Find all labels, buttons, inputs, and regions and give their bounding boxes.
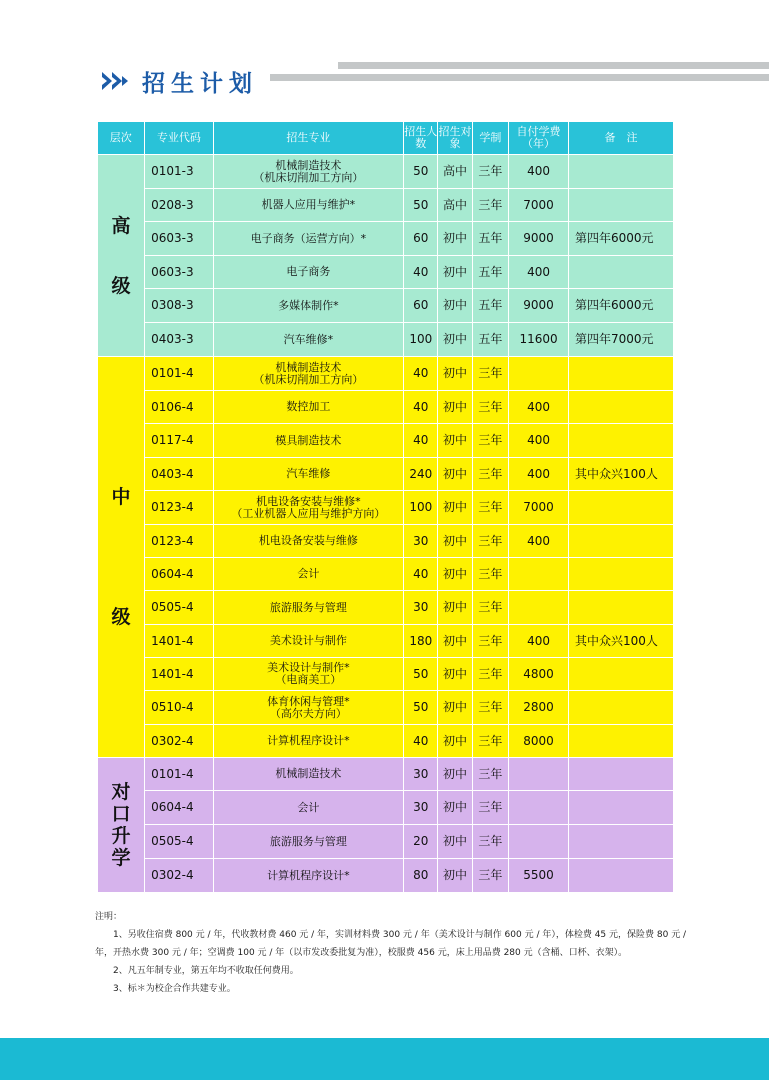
fee-cell xyxy=(509,357,569,391)
fee-cell xyxy=(509,558,569,591)
fee-cell xyxy=(509,591,569,625)
count-cell: 50 xyxy=(404,189,438,222)
major-cell: 机电设备安装与维修* （工业机器人应用与维护方向） xyxy=(213,491,404,525)
major-cell: 旅游服务与管理 xyxy=(213,825,404,859)
count-cell: 240 xyxy=(404,458,438,491)
target-cell: 初中 xyxy=(438,859,472,893)
fee-cell: 8000 xyxy=(509,725,569,758)
note-cell xyxy=(569,725,674,758)
fee-cell: 400 xyxy=(509,525,569,558)
major-cell: 机械制造技术 （机床切削加工方向） xyxy=(213,357,404,391)
table-row xyxy=(98,155,674,189)
major-cell: 旅游服务与管理 xyxy=(213,591,404,625)
header-note: 备 注 xyxy=(569,122,674,155)
years-cell: 三年 xyxy=(472,391,508,424)
note-cell xyxy=(569,424,674,458)
table-row xyxy=(98,222,674,256)
table-row xyxy=(98,357,674,391)
header-years: 学制 xyxy=(472,122,508,155)
fee-cell xyxy=(509,825,569,859)
code-cell: 0302-4 xyxy=(145,859,214,893)
count-cell: 40 xyxy=(404,357,438,391)
major-cell: 机械制造技术 （机床切削加工方向） xyxy=(213,155,404,189)
code-cell: 0123-4 xyxy=(145,491,214,525)
years-cell: 三年 xyxy=(472,625,508,658)
enrollment-plan-table xyxy=(97,122,674,893)
note-cell xyxy=(569,558,674,591)
years-cell: 三年 xyxy=(472,491,508,525)
major-cell: 计算机程序设计* xyxy=(213,859,404,893)
table-row xyxy=(98,791,674,825)
count-cell: 40 xyxy=(404,424,438,458)
level-cell: 高级 xyxy=(98,155,145,357)
code-cell: 0101-4 xyxy=(145,357,214,391)
major-cell: 机器人应用与维护* xyxy=(213,189,404,222)
level-cell: 中级 xyxy=(98,357,145,758)
table-row xyxy=(98,725,674,758)
table-row xyxy=(98,859,674,893)
fee-cell: 2800 xyxy=(509,691,569,725)
table-row xyxy=(98,189,674,222)
count-cell: 60 xyxy=(404,289,438,323)
count-cell: 80 xyxy=(404,859,438,893)
years-cell: 三年 xyxy=(472,859,508,893)
years-cell: 三年 xyxy=(472,525,508,558)
note-cell xyxy=(569,691,674,725)
major-cell: 会计 xyxy=(213,791,404,825)
fee-cell: 7000 xyxy=(509,189,569,222)
code-cell: 0106-4 xyxy=(145,391,214,424)
table-body xyxy=(98,155,674,893)
code-cell: 0117-4 xyxy=(145,424,214,458)
note-cell xyxy=(569,791,674,825)
table-row xyxy=(98,825,674,859)
table-row xyxy=(98,391,674,424)
code-cell: 0510-4 xyxy=(145,691,214,725)
years-cell: 三年 xyxy=(472,758,508,791)
table-row xyxy=(98,691,674,725)
years-cell: 三年 xyxy=(472,357,508,391)
page-heading xyxy=(100,64,258,98)
count-cell: 40 xyxy=(404,558,438,591)
fee-cell: 7000 xyxy=(509,491,569,525)
code-cell: 1401-4 xyxy=(145,625,214,658)
target-cell: 初中 xyxy=(438,691,472,725)
header-count: 招生人数 xyxy=(404,122,438,155)
code-cell: 0403-4 xyxy=(145,458,214,491)
table-header-row xyxy=(98,122,674,155)
notes-section xyxy=(95,908,691,998)
fee-cell: 400 xyxy=(509,256,569,289)
target-cell: 初中 xyxy=(438,391,472,424)
note-cell: 其中众兴100人 xyxy=(569,625,674,658)
major-cell: 机电设备安装与维修 xyxy=(213,525,404,558)
count-cell: 50 xyxy=(404,658,438,691)
major-cell: 多媒体制作* xyxy=(213,289,404,323)
years-cell: 三年 xyxy=(472,725,508,758)
bottom-band xyxy=(0,1038,769,1080)
fee-cell: 11600 xyxy=(509,323,569,357)
note-cell xyxy=(569,758,674,791)
years-cell: 三年 xyxy=(472,825,508,859)
note-cell xyxy=(569,491,674,525)
code-cell: 0403-3 xyxy=(145,323,214,357)
code-cell: 0308-3 xyxy=(145,289,214,323)
years-cell: 三年 xyxy=(472,558,508,591)
page-title: 招生计划 xyxy=(142,70,258,97)
count-cell: 30 xyxy=(404,525,438,558)
code-cell: 0101-3 xyxy=(145,155,214,189)
target-cell: 初中 xyxy=(438,725,472,758)
fee-cell: 400 xyxy=(509,625,569,658)
years-cell: 三年 xyxy=(472,458,508,491)
note-cell: 第四年6000元 xyxy=(569,222,674,256)
double-chevron-icon xyxy=(100,69,136,93)
years-cell: 五年 xyxy=(472,289,508,323)
target-cell: 初中 xyxy=(438,256,472,289)
note-cell xyxy=(569,357,674,391)
code-cell: 0604-4 xyxy=(145,791,214,825)
code-cell: 0604-4 xyxy=(145,558,214,591)
target-cell: 初中 xyxy=(438,323,472,357)
header-fee: 自付学费（年） xyxy=(509,122,569,155)
major-cell: 模具制造技术 xyxy=(213,424,404,458)
major-cell: 会计 xyxy=(213,558,404,591)
target-cell: 初中 xyxy=(438,424,472,458)
years-cell: 三年 xyxy=(472,424,508,458)
years-cell: 五年 xyxy=(472,222,508,256)
target-cell: 初中 xyxy=(438,491,472,525)
target-cell: 初中 xyxy=(438,791,472,825)
years-cell: 三年 xyxy=(472,691,508,725)
target-cell: 初中 xyxy=(438,558,472,591)
target-cell: 初中 xyxy=(438,658,472,691)
years-cell: 三年 xyxy=(472,658,508,691)
count-cell: 100 xyxy=(404,323,438,357)
table-row xyxy=(98,525,674,558)
note-cell xyxy=(569,155,674,189)
target-cell: 初中 xyxy=(438,458,472,491)
major-cell: 美术设计与制作* （电商美工） xyxy=(213,658,404,691)
note-cell: 其中众兴100人 xyxy=(569,458,674,491)
code-cell: 0302-4 xyxy=(145,725,214,758)
table-row xyxy=(98,458,674,491)
fee-cell xyxy=(509,791,569,825)
decor-bar-bottom xyxy=(270,74,769,81)
target-cell: 高中 xyxy=(438,155,472,189)
target-cell: 初中 xyxy=(438,591,472,625)
count-cell: 20 xyxy=(404,825,438,859)
target-cell: 初中 xyxy=(438,289,472,323)
code-cell: 0208-3 xyxy=(145,189,214,222)
table-row xyxy=(98,758,674,791)
major-cell: 数控加工 xyxy=(213,391,404,424)
target-cell: 初中 xyxy=(438,825,472,859)
count-cell: 40 xyxy=(404,391,438,424)
note-cell xyxy=(569,591,674,625)
major-cell: 电子商务 xyxy=(213,256,404,289)
note-cell xyxy=(569,525,674,558)
code-cell: 0603-3 xyxy=(145,256,214,289)
note-cell: 第四年6000元 xyxy=(569,289,674,323)
years-cell: 五年 xyxy=(472,323,508,357)
table-row xyxy=(98,256,674,289)
table-row xyxy=(98,491,674,525)
count-cell: 40 xyxy=(404,725,438,758)
count-cell: 60 xyxy=(404,222,438,256)
target-cell: 初中 xyxy=(438,357,472,391)
fee-cell xyxy=(509,758,569,791)
count-cell: 40 xyxy=(404,256,438,289)
fee-cell: 5500 xyxy=(509,859,569,893)
count-cell: 30 xyxy=(404,791,438,825)
fee-cell: 4800 xyxy=(509,658,569,691)
fee-cell: 400 xyxy=(509,424,569,458)
header-major: 招生专业 xyxy=(213,122,404,155)
code-cell: 0505-4 xyxy=(145,825,214,859)
years-cell: 五年 xyxy=(472,256,508,289)
note-cell xyxy=(569,658,674,691)
years-cell: 三年 xyxy=(472,791,508,825)
target-cell: 初中 xyxy=(438,625,472,658)
major-cell: 计算机程序设计* xyxy=(213,725,404,758)
note-item: 3、标＊为校企合作共建专业。 xyxy=(113,984,236,994)
note-cell xyxy=(569,189,674,222)
major-cell: 电子商务（运营方向）* xyxy=(213,222,404,256)
table-row xyxy=(98,658,674,691)
major-cell: 美术设计与制作 xyxy=(213,625,404,658)
note-cell xyxy=(569,825,674,859)
header-level: 层次 xyxy=(98,122,145,155)
note-item: 2、凡五年制专业，第五年均不收取任何费用。 xyxy=(113,966,299,976)
fee-cell: 9000 xyxy=(509,289,569,323)
target-cell: 初中 xyxy=(438,525,472,558)
fee-cell: 9000 xyxy=(509,222,569,256)
header-target: 招生对象 xyxy=(438,122,472,155)
note-cell xyxy=(569,256,674,289)
level-cell: 对口升学 xyxy=(98,758,145,893)
code-cell: 0505-4 xyxy=(145,591,214,625)
note-cell: 第四年7000元 xyxy=(569,323,674,357)
table-row xyxy=(98,625,674,658)
count-cell: 30 xyxy=(404,758,438,791)
count-cell: 180 xyxy=(404,625,438,658)
major-cell: 体育休闲与管理* （高尔夫方向） xyxy=(213,691,404,725)
major-cell: 汽车维修 xyxy=(213,458,404,491)
years-cell: 三年 xyxy=(472,189,508,222)
table-row xyxy=(98,591,674,625)
code-cell: 1401-4 xyxy=(145,658,214,691)
table-row xyxy=(98,289,674,323)
code-cell: 0101-4 xyxy=(145,758,214,791)
fee-cell: 400 xyxy=(509,458,569,491)
major-cell: 机械制造技术 xyxy=(213,758,404,791)
target-cell: 初中 xyxy=(438,758,472,791)
note-item: 1、另收住宿费 800 元 / 年，代收教材费 460 元 / 年，实训材料费 300 元 / 年（美术设计与制作 600 元 / 年），体检费 45 元，保险费 80 元 / 年，开热水费 300 元 / 年；空调费 100 元 / 年（以市发改委批复为准），校服费 456 元，床上用品费 280 元（含桶、口杯、衣架）。 xyxy=(95,930,687,958)
code-cell: 0123-4 xyxy=(145,525,214,558)
years-cell: 三年 xyxy=(472,155,508,189)
fee-cell: 400 xyxy=(509,155,569,189)
header-code: 专业代码 xyxy=(145,122,214,155)
years-cell: 三年 xyxy=(472,591,508,625)
table-row xyxy=(98,424,674,458)
decor-bar-top xyxy=(338,62,769,69)
note-cell xyxy=(569,391,674,424)
table-row xyxy=(98,323,674,357)
target-cell: 初中 xyxy=(438,222,472,256)
count-cell: 50 xyxy=(404,691,438,725)
count-cell: 50 xyxy=(404,155,438,189)
notes-label: 注明： xyxy=(95,912,123,922)
count-cell: 100 xyxy=(404,491,438,525)
code-cell: 0603-3 xyxy=(145,222,214,256)
target-cell: 高中 xyxy=(438,189,472,222)
major-cell: 汽车维修* xyxy=(213,323,404,357)
fee-cell: 400 xyxy=(509,391,569,424)
note-cell xyxy=(569,859,674,893)
count-cell: 30 xyxy=(404,591,438,625)
table-row xyxy=(98,558,674,591)
